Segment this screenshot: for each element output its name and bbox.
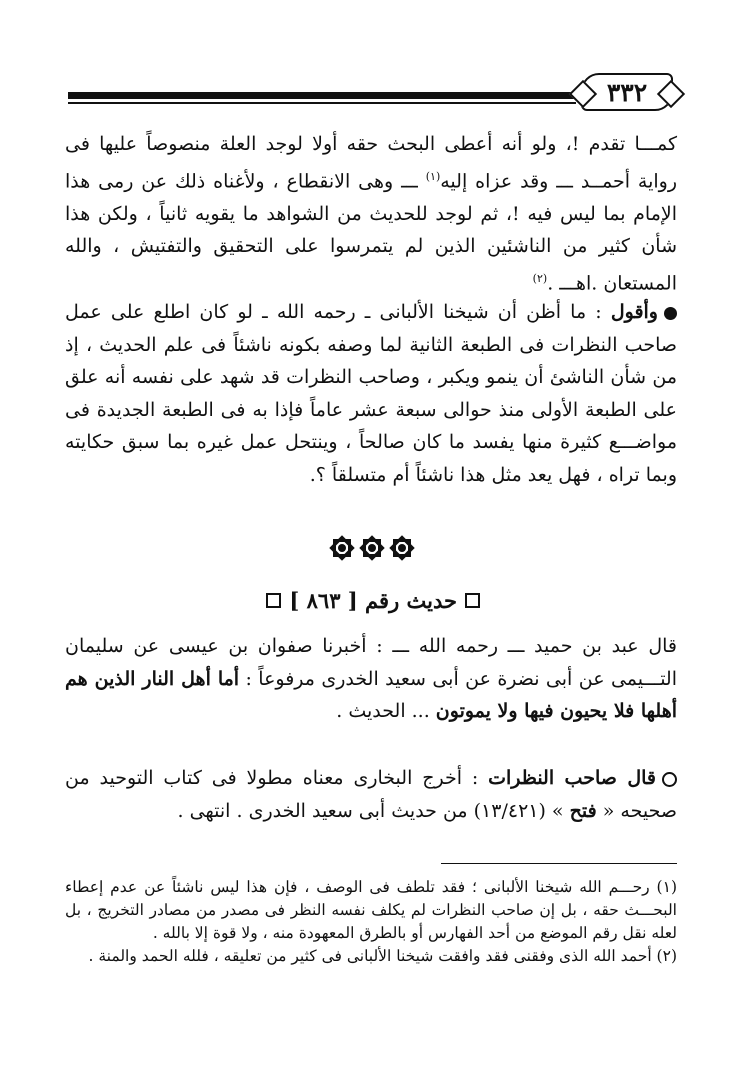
square-icon — [465, 593, 480, 608]
section-heading — [266, 588, 480, 613]
ornament-icon — [360, 536, 384, 560]
paragraph-text: ... الحديث . — [336, 700, 436, 723]
paragraph-nazarat — [65, 762, 677, 827]
paragraph-text: » (١٣/٤٢١) من حديث أبى سعيد الخدرى . انتهى . — [177, 799, 570, 822]
section-divider — [322, 536, 422, 564]
ornament-icon — [330, 536, 354, 560]
heading-text: حديث رقم [ ٨٦٣ ] — [289, 588, 457, 613]
footnotes — [65, 876, 677, 968]
footnote-ref-2[interactable]: (٢) — [532, 271, 548, 285]
paragraph-text: : أخرج البخارى معناه مطولا فى كتاب التوحيد من صحيحه « — [65, 767, 677, 822]
hadith-text: أما أهل النار الذين هم أهلها فلا يحيون فيها ولا يموتون — [65, 667, 677, 723]
header-rule-thick — [68, 92, 576, 99]
paragraph-lead: قال صاحب النظرات — [488, 767, 656, 789]
page-number: ٣٣٢ — [581, 73, 673, 111]
header-rule-thin — [68, 102, 576, 104]
paragraph-lead: وأقول — [610, 301, 658, 323]
paragraph-hadith — [65, 630, 677, 728]
footnote-separator — [441, 863, 677, 864]
source-name: فتح — [569, 799, 597, 822]
circle-icon — [662, 772, 677, 787]
paragraph-text: كمـــا تقدم !، ولو أنه أعطى البحث حقه أولا لوجد العلة منصوصاً عليها فى رواية أحمــد ـــ وقد عزاه إليه — [65, 133, 677, 192]
page-header — [68, 70, 673, 110]
paragraph-author-comment — [65, 296, 677, 492]
square-icon — [266, 593, 281, 608]
paragraph-quote-end — [65, 128, 677, 300]
footnote-1: (١) رحـــم الله شيخنا الألبانى ؛ فقد تلطف فى الوصف ، فإن هذا ليس ناشئاً عن عدم إعطاء البحـــث حقه ، بل إن صاحب النظرات لم يكلف نفسه النظر فى مصدر من مصادر التخريج ، بل لعله نقل رقم الموضع من أحد الفهارس أو بالطرق المعهودة منه ، ولا قوة إلا بالله . — [65, 878, 677, 942]
paragraph-text: ـــ وهى الانقطاع ، ولأغناه ذلك عن رمى هذا الإمام بما ليس فيه !، ثم لوجد للحديث من الشواهد ما يقويه ثانياً ، ولكن هذا شأن كثير من الناشئين الذين لم يتمرسوا على التحقيق والتفتيش ، والله المستعان .اهـــ . — [65, 169, 677, 295]
paragraph-text: : ما أظن أن شيخنا الألبانى ـ رحمه الله ـ لو كان اطلع على عمل صاحب النظرات فى الطبعة الثانية لما وصفه بكونه ناشئاً فى علم الحديث ، إذ من شأن الناشئ أن ينمو ويكبر ، وصاحب النظرات قد شهد على نفسه أنه علق على الطبعة الأولى منذ حوالى سبعة عشر عاماً فإذا به فى الطبعة الجديدة فى مواضـــع كثيرة منها يفسد ما كان صالحاً ، وينتحل عمل غيره بما سبق حكايته وبما تراه ، فهل يعد مثل هذا ناشئاً أم متسلقاً ؟. — [65, 301, 677, 486]
footnote-ref-1[interactable]: (١) — [425, 169, 441, 183]
bullet-icon — [664, 307, 677, 320]
paragraph-text: قال عبد بن حميد ـــ رحمه الله ـــ : أخبرنا صفوان بن عيسى عن سليمان التـــيمى عن أبى نضرة عن أبى سعيد الخدرى مرفوعاً : — [65, 635, 677, 690]
footnote-2: (٢) أحمد الله الذى وفقنى فقد وافقت شيخنا الألبانى فى كثير من تعليقه ، فلله الحمد والمنة . — [88, 947, 677, 965]
ornament-icon — [390, 536, 414, 560]
